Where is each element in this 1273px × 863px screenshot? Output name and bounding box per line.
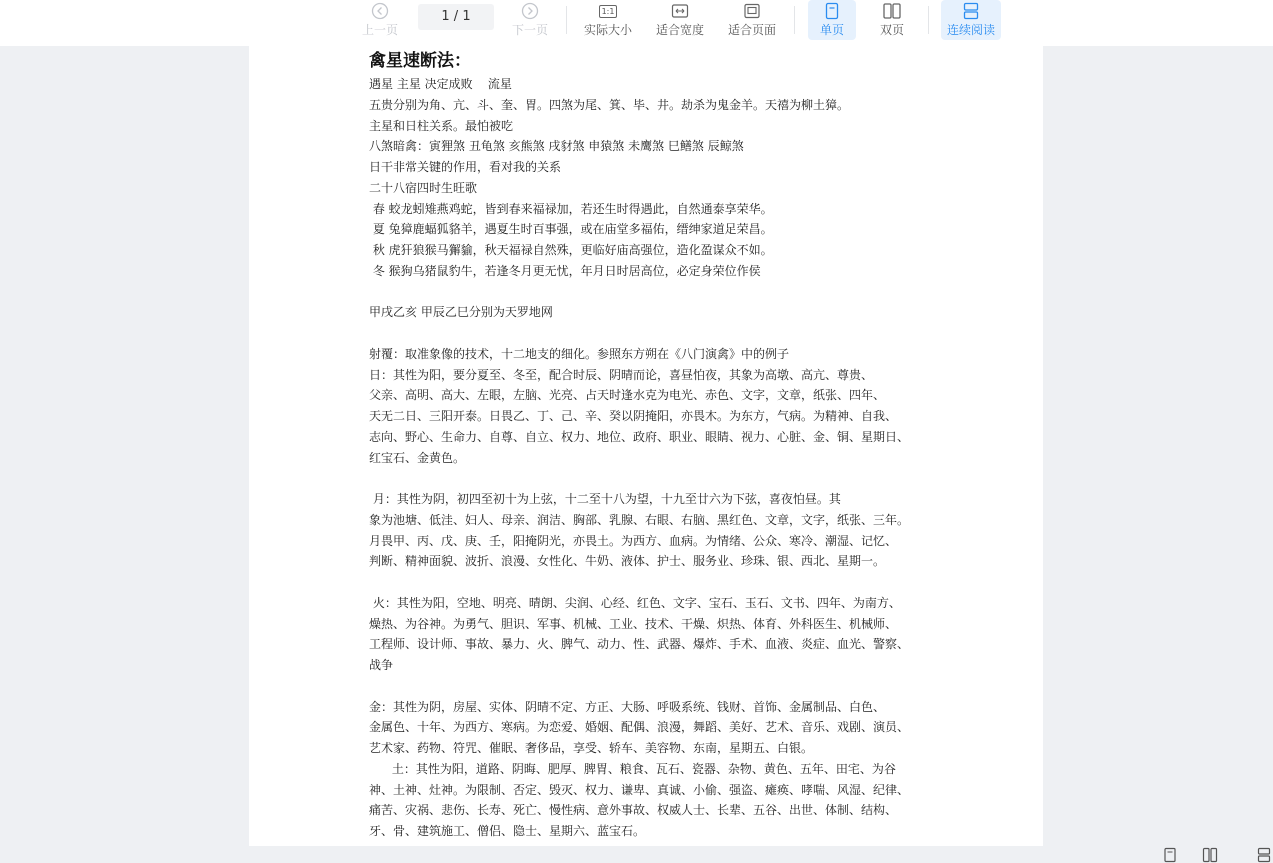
text-line: 主星和日柱关系。最怕被吃 bbox=[369, 118, 514, 133]
continuous-reading-button[interactable] bbox=[941, 0, 1001, 40]
text-line: 象为池塘、低洼、妇人、母亲、润洁、胸部、乳腺、右眼、右脑、黑红色、文章，文字，纸张、三年。 bbox=[369, 512, 910, 527]
toolbar-divider bbox=[794, 6, 795, 34]
text-line: 金：其性为阴，房屋、实体、阴晴不定、方正、大肠、呼吸系统、钱财、首饰、金属制品、白色、 bbox=[369, 699, 886, 714]
text-line: 五贵分别为角、亢、斗、奎、胃。四煞为尾、箕、毕、井。劫杀为鬼金羊。天禧为柳土獐。 bbox=[369, 97, 850, 112]
fit-width-button[interactable] bbox=[652, 0, 708, 40]
document-content bbox=[369, 50, 949, 842]
document-title: 禽星速断法： bbox=[369, 51, 471, 71]
document-body bbox=[369, 74, 949, 842]
fit-page-icon bbox=[743, 2, 761, 20]
double-page-icon bbox=[882, 2, 902, 20]
text-line: 秋 虎犴狼猴马獬貐，秋天福禄自然殊，更临好庙高强位，造化盈谋众不如。 bbox=[369, 243, 773, 257]
status-bar bbox=[0, 846, 1273, 863]
toolbar bbox=[0, 0, 1273, 46]
next-page-button[interactable] bbox=[508, 0, 552, 40]
text-line: 甲戌乙亥 甲辰乙巳分别为天罗地网 bbox=[369, 305, 553, 320]
text-line: 父亲、高明、高大、左眼，左脑、光亮、占天时逢水克为电光、赤色、文字，文章，纸张、四年、 bbox=[369, 388, 886, 403]
text-line: 金属色、十年、为西方、寒病。为恋爱、婚姻、配偶、浪漫，舞蹈、美好、艺术、音乐、戏剧、演员、 bbox=[369, 720, 910, 735]
text-line: 工程师、设计师、事故、暴力、火、脾气、动力、性、武器、爆炸、手术、血液、炎症、血光、警察、 bbox=[369, 637, 910, 652]
blank-line bbox=[369, 323, 949, 344]
blank-line bbox=[369, 282, 949, 303]
text-line: 燥热、为谷神。为勇气、胆识、军事、机械、工业、技术、干燥、炽热、体育、外科医生、机械师、 bbox=[369, 616, 898, 631]
text-line: 射覆：取准象像的技术，十二地支的细化。参照东方朔在《八门演禽》中的例子 bbox=[369, 346, 790, 361]
single-page-button[interactable] bbox=[808, 0, 856, 40]
text-line: 志向、野心、生命力、自尊、自立、权力、地位、政府、职业、眼睛、视力、心脏、金、铜、星期日、 bbox=[369, 429, 910, 444]
actual-size-button[interactable] bbox=[580, 0, 636, 40]
text-line: 夏 兔獐鹿蝠狐貉羊，遇夏生时百事强，或在庙堂多福佑，缙绅家道足荣昌。 bbox=[369, 222, 773, 237]
text-line: 痛苦、灾祸、悲伤、长寿、死亡、慢性病、意外事故、权威人士、长辈、五谷、出世、体制、结构、 bbox=[369, 803, 898, 818]
double-page-button[interactable] bbox=[868, 0, 916, 40]
text-line: 艺术家、药物、符咒、催眠、奢侈品，享受、轿车、美容物、东南，星期五、白银。 bbox=[369, 741, 814, 755]
double-page-view-icon[interactable] bbox=[1202, 847, 1218, 863]
text-line: 冬 猴狗乌猪鼠豹牛，若逢冬月更无忧，年月日时居高位，必定身荣位作侯 bbox=[369, 263, 761, 278]
text-line: 日：其性为阳，要分夏至、冬至，配合时辰、阴晴而论，喜昼怕夜，其象为高墩、高亢、尊贵、 bbox=[369, 367, 874, 382]
blank-line bbox=[369, 468, 949, 489]
text-line: 遇星 主星 决定成败 流星 bbox=[369, 77, 512, 91]
fit-width-icon bbox=[671, 2, 689, 20]
blank-line bbox=[369, 572, 949, 593]
prev-page-button[interactable] bbox=[358, 0, 402, 40]
single-page-view-icon[interactable] bbox=[1162, 847, 1178, 863]
continuous-reading-icon bbox=[962, 2, 980, 20]
continuous-reading-label: 连续阅读 bbox=[946, 23, 995, 37]
chevron-right-icon bbox=[521, 2, 539, 20]
text-line: 土：其性为阳，道路、阴晦、肥厚、脾胃、粮食、瓦石、瓷器、杂物、黄色、五年、田宅、为谷 bbox=[369, 761, 896, 776]
text-line: 月畏甲、丙、戊、庚、壬，阳掩阴光，亦畏土。为西方、血病。为情绪、公众、寒冷、潮湿、记忆、 bbox=[369, 533, 898, 548]
single-page-label: 单页 bbox=[819, 23, 844, 37]
double-page-label: 双页 bbox=[879, 23, 904, 37]
continuous-view-icon[interactable] bbox=[1256, 847, 1272, 863]
actual-size-label: 实际大小 bbox=[583, 23, 632, 37]
text-line: 战争 bbox=[369, 658, 394, 672]
page-indicator[interactable]: 1 / 1 bbox=[418, 4, 494, 30]
text-line: 火：其性为阳，空地、明亮、晴朗、尖润、心经、红色、文字、宝石、玉石、文书、四年、为南方、 bbox=[369, 595, 901, 610]
text-line: 牙、骨、建筑施工、僧侣、隐士、星期六、蓝宝石。 bbox=[369, 824, 646, 838]
text-line: 二十八宿四时生旺歌 bbox=[369, 180, 478, 195]
toolbar-divider bbox=[566, 6, 567, 34]
text-line: 天无二日、三阳开泰。日畏乙、丁、己、辛、癸以阴掩阳，亦畏木。为东方，气病。为精神、自我、 bbox=[369, 409, 898, 423]
text-line: 日干非常关键的作用，看对我的关系 bbox=[369, 160, 562, 174]
next-page-label: 下一页 bbox=[511, 23, 548, 37]
fit-page-label: 适合页面 bbox=[727, 23, 776, 37]
text-line: 判断、精神面貌、波折、浪漫、女性化、牛奶、液体、护士、服务业、珍珠、银、西北、星期一。 bbox=[369, 554, 886, 569]
text-line: 春 蛟龙蚓雉燕鸡蛇，皆到春来福禄加，若还生时得遇此，自然通泰享荣华。 bbox=[369, 201, 773, 216]
toolbar-divider bbox=[928, 6, 929, 34]
fit-width-label: 适合宽度 bbox=[655, 23, 704, 37]
actual-size-icon: 1:1 bbox=[599, 2, 618, 20]
blank-line bbox=[369, 676, 949, 697]
document-page bbox=[249, 46, 1043, 846]
text-line: 八煞暗禽：寅狸煞 丑龟煞 亥熊煞 戌豺煞 申猿煞 未鹰煞 巳鳝煞 辰鲸煞 bbox=[369, 139, 744, 154]
text-line: 神、土神、灶神。为限制、否定、毁灭、权力、谦卑、真诚、小偷、强盗、瘫痪、哮喘、风湿、纪律、 bbox=[369, 782, 910, 797]
text-line: 月：其性为阴，初四至初十为上弦，十二至十八为望，十九至廿六为下弦，喜夜怕昼。其 bbox=[369, 492, 841, 506]
chevron-left-icon bbox=[371, 2, 389, 20]
single-page-icon bbox=[824, 2, 840, 20]
prev-page-label: 上一页 bbox=[361, 23, 398, 37]
fit-page-button[interactable] bbox=[724, 0, 780, 40]
text-line: 红宝石、金黄色。 bbox=[369, 450, 466, 465]
